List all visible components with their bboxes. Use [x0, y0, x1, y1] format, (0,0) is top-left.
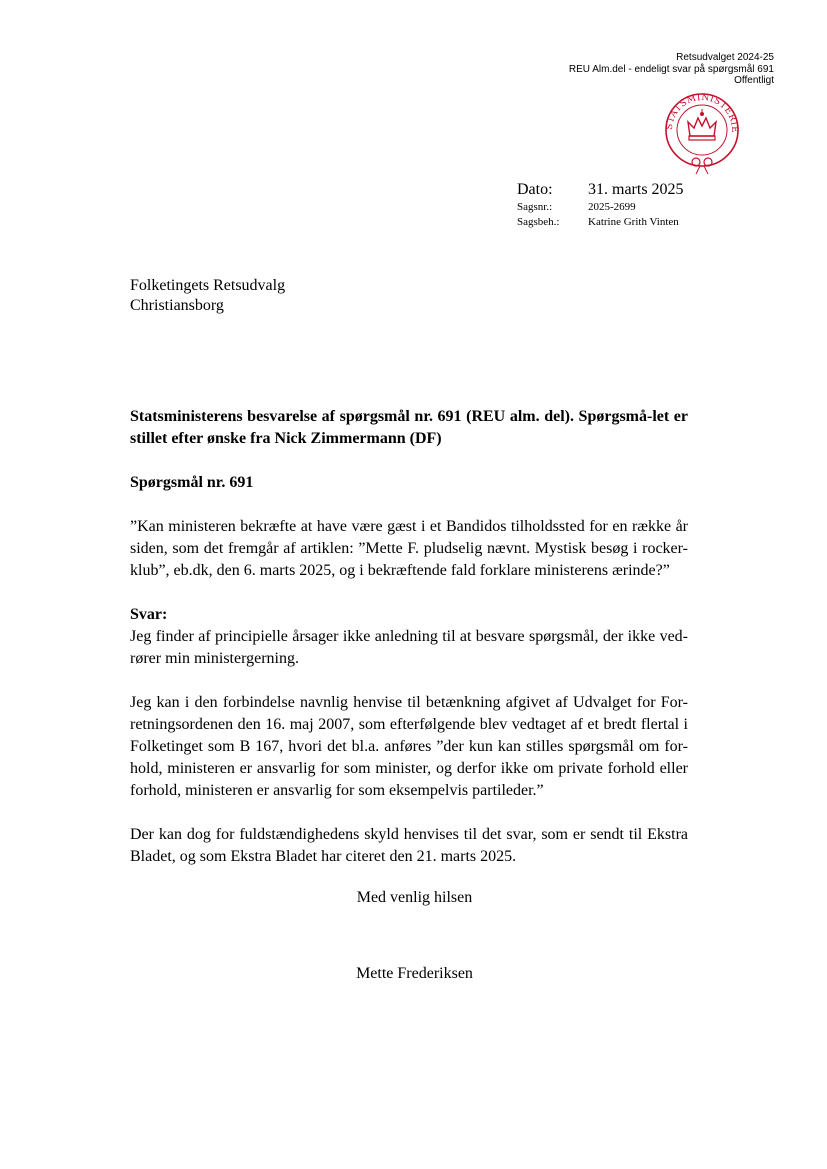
case-number-label: Sagsnr.:: [517, 201, 553, 213]
case-number-row: [517, 200, 684, 215]
closing-greeting-line: [0, 888, 827, 908]
answer-paragraph-3: Der kan dog for fuldstændighedens skyld henvises til det svar, som er sendt til Ekstra Bladet, og som Ekstra Bladet har citeret den 21. marts 2025.: [130, 826, 688, 865]
header-classification: Offentligt: [734, 75, 774, 86]
recipient-location: Christiansborg: [130, 297, 224, 314]
closing-greeting: Med venlig hilsen: [356, 889, 473, 906]
signature-line: [0, 964, 827, 984]
case-metadata: [517, 180, 684, 230]
question-text: ”Kan ministeren bekræfte at have være gæst i et Bandidos tilholdssted for en række år siden, som det fremgår af artiklen: ”Mette F. pludselig nævnt. Mystisk besøg i rocker-klub”, eb.dk, den 6. marts 2025, og i bekræftende fald forklare ministerens ærinde?”: [130, 518, 688, 579]
answer-paragraph-1: Jeg finder af principielle årsager ikke anledning til at besvare spørgsmål, der ikke ved-rører min ministergerning.: [130, 628, 688, 667]
letter-title: Statsministerens besvarelse af spørgsmål nr. 691 (REU alm. del). Spørgsmå-let er stillet efter ønske fra Nick Zimmermann (DF): [130, 408, 688, 447]
statsministeriet-seal-icon: [660, 86, 744, 176]
date-row: [517, 180, 684, 200]
case-handler-label: Sagsbeh.:: [517, 216, 560, 228]
header-reference: REU Alm.del - endeligt svar på spørgsmål 691: [568, 63, 774, 75]
seal-text: STATSMINISTERIE: [664, 92, 740, 134]
case-handler-row: [517, 215, 684, 230]
question-heading: Spørgsmål nr. 691: [130, 474, 254, 491]
header-committee: Retsudvalget 2024-25: [676, 52, 774, 63]
date-value: 31. marts 2025: [588, 181, 684, 198]
signature-name: Mette Frederiksen: [356, 965, 473, 982]
case-handler-value: Katrine Grith Vinten: [588, 216, 679, 228]
answer-paragraph-2: Jeg kan i den forbindelse navnlig henvise til betænkning afgivet af Udvalget for For-retningsordenen den 16. maj 2007, som efterfølgende blev vedtaget af et bredt flertal i Folketinget som B 167, hvori det bl.a. anføres ”der kun kan stilles spørgsmål om for-hold, ministeren er ansvarlig for som minister, og derfor ikke om private forhold eller forhold, ministeren er ansvarlig for som eksempelvis partileder.”: [130, 694, 688, 799]
date-label: Dato:: [517, 181, 553, 198]
answer-label: Svar:: [130, 606, 168, 623]
case-number-value: 2025-2699: [588, 201, 636, 213]
document-header-meta: [569, 52, 774, 87]
recipient-name: Folketingets Retsudvalg: [130, 277, 286, 294]
recipient-address: [130, 276, 285, 316]
letter-body: [130, 406, 688, 868]
